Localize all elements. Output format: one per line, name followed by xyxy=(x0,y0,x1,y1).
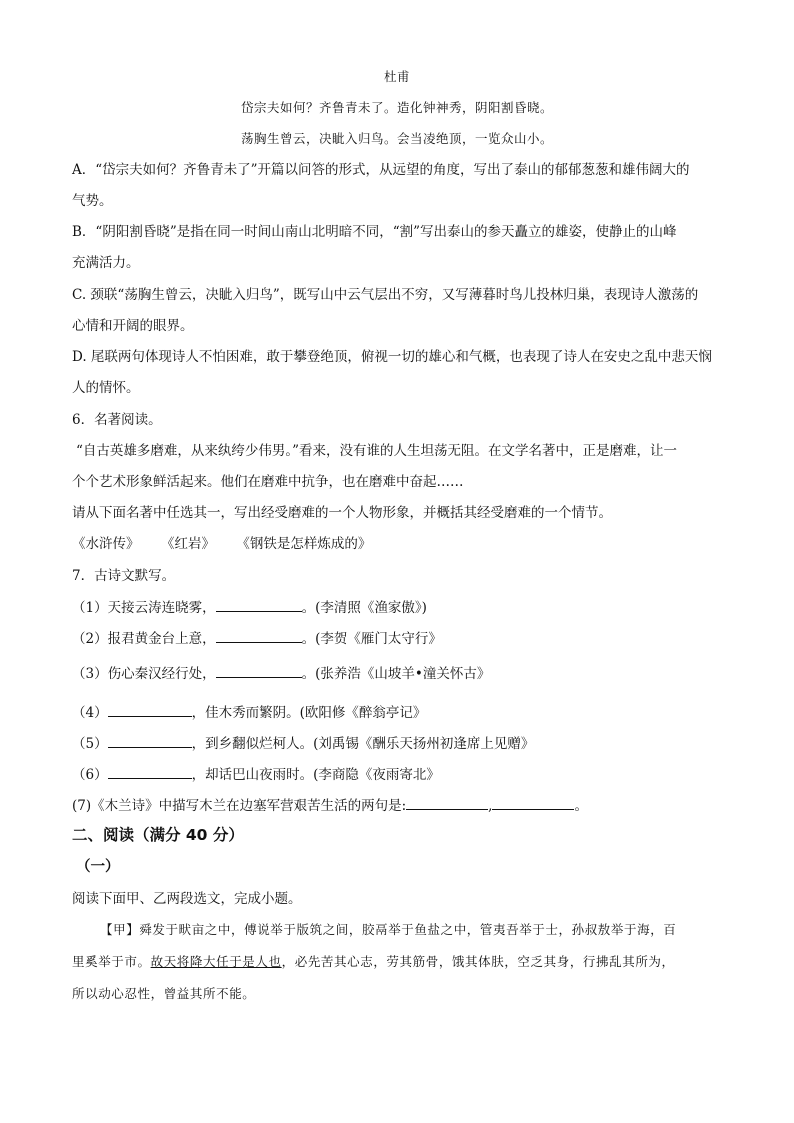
answer-blank[interactable] xyxy=(108,765,192,779)
passage-jia-text: 里奚举于市。 xyxy=(72,954,151,969)
q7-item-1-prompt: （1）天接云涛连晓雾， xyxy=(72,600,216,616)
q7-item-3 xyxy=(72,664,490,683)
option-b-line-1: B．“阴阳割昏晓”是指在同一时间山南山北明暗不同，“割”写出泰山的参天矗立的雄姿，使静止的山峰 xyxy=(72,224,677,240)
q7-item-7-end: 。 xyxy=(574,798,588,814)
q7-item-3-source: 。(张养浩《山坡羊•潼关怀古》 xyxy=(301,666,491,682)
passage-jia-line-1: 【甲】舜发于畎亩之中，傅说举于版筑之间，胶鬲举于鱼盐之中，管夷吾举于士，孙叔敖举于海，百 xyxy=(100,922,677,937)
section-heading: 二、阅读（满分 40 分） xyxy=(72,826,244,844)
q7-item-3-prompt: （3）伤心秦汉经行处， xyxy=(72,666,216,682)
q7-item-7 xyxy=(72,796,588,815)
q7-item-2-prompt: （2）报君黄金台上意， xyxy=(72,631,216,647)
q7-item-1-source: 。(李清照《渔家傲》) xyxy=(301,600,427,616)
passage-jia-line-3: 所以动心忍性，曾益其所不能。 xyxy=(72,986,256,1001)
q6-instruction: 请从下面名著中任选其一，写出经受磨难的一个人物形象，并概括其经受磨难的一个情节。 xyxy=(72,505,612,521)
option-a-line-1: A．“岱宗夫如何？齐鲁青未了”开篇以问答的形式，从远望的角度，写出了泰山的郁郁葱葱和雄伟阔大的 xyxy=(72,162,690,178)
q7-item-5-text: ，到乡翻似烂柯人。(刘禹锡《酬乐天扬州初逢席上见赠》 xyxy=(191,736,535,752)
q7-item-1 xyxy=(72,598,427,617)
subsection-heading: （一） xyxy=(76,859,120,875)
q7-item-2 xyxy=(72,629,442,648)
q7-item-2-source: 。(李贺《雁门太守行》 xyxy=(301,631,442,647)
answer-blank[interactable] xyxy=(216,598,302,612)
reading-instruction: 阅读下面甲、乙两段选文，完成小题。 xyxy=(72,891,302,907)
answer-blank[interactable] xyxy=(216,629,302,643)
answer-blank[interactable] xyxy=(406,796,488,810)
q7-item-5 xyxy=(72,734,534,753)
option-a-line-2: 气势。 xyxy=(72,193,113,209)
option-d-line-1: D. 尾联两句体现诗人不怕困难，敢于攀登绝顶，俯视一切的雄心和气概，也表现了诗人在安史之乱中悲天悯 xyxy=(72,349,712,365)
q6-paragraph-line-2: 个个艺术形象鲜活起来。他们在磨难中抗争，也在磨难中奋起…… xyxy=(72,474,464,490)
q6-title: 6．名著阅读。 xyxy=(72,412,162,428)
answer-blank[interactable] xyxy=(108,734,192,748)
answer-blank[interactable] xyxy=(216,664,302,678)
option-b-line-2: 充满活力。 xyxy=(72,255,140,271)
q7-item-7-prompt: (7)《木兰诗》中描写木兰在边塞军营艰苦生活的两句是: xyxy=(72,798,407,814)
underlined-sentence: 故天将降大任于是人也 xyxy=(150,954,282,969)
answer-blank[interactable] xyxy=(492,796,574,810)
option-d-line-2: 人的情怀。 xyxy=(72,380,140,396)
poem-line-2: 荡胸生曾云，决眦入归鸟。会当凌绝顶，一览众山小。 xyxy=(240,131,553,146)
q7-item-4-text: ，佳木秀而繁阴。(欧阳修《醉翁亭记》 xyxy=(191,705,427,721)
q7-item-6 xyxy=(72,765,440,784)
q7-item-7-separator: , xyxy=(488,798,493,814)
option-c-line-2: 心情和开阔的眼界。 xyxy=(72,318,194,334)
q7-item-6-number: （6） xyxy=(72,767,108,783)
q7-title: 7．古诗文默写。 xyxy=(72,568,176,584)
q7-item-6-text: ，却话巴山夜雨时。(李商隐《夜雨寄北》 xyxy=(191,767,440,783)
poem-line-1: 岱宗夫如何？齐鲁青未了。造化钟神秀，阴阳割昏晓。 xyxy=(240,100,553,115)
passage-jia-text: ，必先苦其心志，劳其筋骨，饿其体肤，空乏其身，行拂乱其所为， xyxy=(281,954,675,969)
answer-blank[interactable] xyxy=(108,703,192,717)
q7-item-4 xyxy=(72,703,426,722)
option-c-line-1: C. 颈联“荡胸生曾云，决眦入归鸟”，既写山中云气层出不穷，又写薄暮时鸟儿投林归巢，表现诗人激荡的 xyxy=(72,287,699,303)
passage-jia-line-2 xyxy=(72,953,675,971)
poem-title: 杜甫 xyxy=(383,69,410,84)
q6-paragraph-line-1: “自古英雄多磨难，从来纨绔少伟男。”看来，没有谁的人生坦荡无阻。在文学名著中，正是磨难，让一 xyxy=(76,443,678,459)
q7-item-5-number: （5） xyxy=(72,736,108,752)
q7-item-4-number: （4） xyxy=(72,705,108,721)
q6-book-list: 《水浒传》 《红岩》 《钢铁是怎样炼成的》 xyxy=(72,536,372,552)
